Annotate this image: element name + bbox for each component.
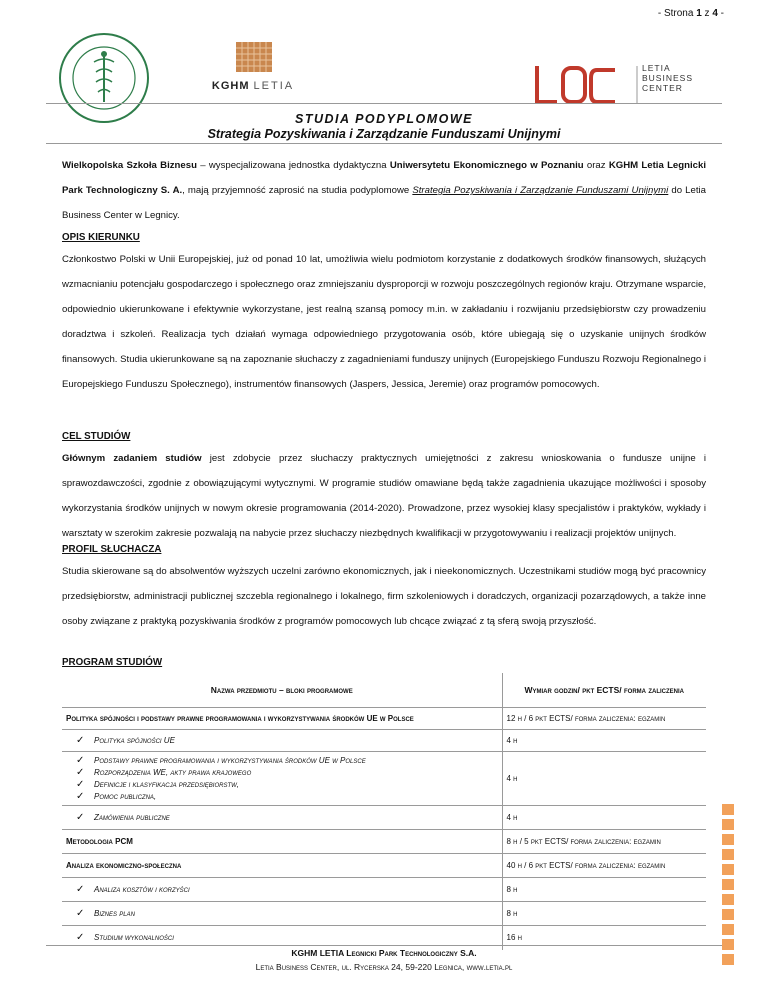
title-divider: [46, 143, 722, 144]
table-row: [62, 878, 706, 902]
row-subject: Zamówienia publiczne: [94, 813, 170, 822]
table-row: [62, 830, 706, 854]
row-subject: Biznes plan: [94, 909, 135, 918]
row-subject: Definicje i klasyfikacja przedsiębiorstw,: [94, 779, 240, 789]
column-header-subject: Nazwa przedmiotu – bloki programowe: [62, 673, 502, 708]
row-subject: Studium wykonalności: [94, 933, 174, 943]
checkmark-icon: ✓: [76, 908, 85, 919]
section-heading-cel: CEL STUDIÓW: [62, 431, 131, 442]
row-subject: Analiza ekonomiczno-społeczna: [62, 854, 502, 878]
checkmark-icon: ✓: [76, 766, 85, 778]
table-row: [62, 708, 706, 730]
row-hours: 8 h / 5 pkt ECTS/ forma zaliczenia: egzamin: [502, 830, 706, 854]
cel-paragraph: Głównym zadaniem studiów jest zdobycie przez słuchaczy praktycznych umiejętności z zakresu wnioskowania o fundusze unijne i sprawozdawczości, zgodnie z obowiązującymi wytycznymi. W programie studiów omawiane będą także zagadnienia ukazujące możliwości i sposoby wykorzystania środków unijnych w nowym okresie programowania (2014-2020). Prowadzone, przez wysokiej klasy specjalistów i praktyków, wykłady i warsztaty w szerokim zakresie pozwalają na nabycie przez słuchaczy niezbędnych kwalifikacji w przygotowywaniu i realizacji projektów unijnych.: [62, 453, 706, 539]
row-subject: Pomoc publiczna,: [94, 791, 157, 801]
university-seal-logo: [58, 32, 150, 124]
footer-divider: [46, 945, 722, 946]
row-hours: 12 h / 6 pkt ECTS/ forma zaliczenia: egzamin: [502, 708, 706, 730]
document-title: STUDIA PODYPLOMOWE: [295, 112, 473, 126]
row-hours: 16 h: [502, 926, 706, 950]
checkmark-icon: ✓: [76, 884, 85, 895]
row-hours: 4 h: [502, 752, 706, 806]
row-hours: 40 h / 6 pkt ECTS/ forma zaliczenia: egzamin: [502, 854, 706, 878]
table-row: [62, 752, 706, 806]
program-name-link: Strategia Pozyskiwania i Zarządzanie Funduszami Unijnymi: [412, 185, 669, 196]
checkmark-icon: ✓: [76, 778, 85, 790]
header-divider: [46, 103, 722, 104]
table-header-row: [62, 673, 706, 708]
table-row: [62, 902, 706, 926]
intro-paragraph: Wielkopolska Szkoła Biznesu – wyspecjalizowana jednostka dydaktyczna Uniwersytetu Ekonomicznego w Poznaniu oraz KGHM Letia Legnicki Park Technologiczny S. A., mają przyjemność zaprosić na studia podyplomowe Strategia Pozyskiwania i Zarządzanie Funduszami Unijnymi do Letia Business Center w Legnicy.: [62, 160, 706, 221]
decorative-orange-squares: [722, 804, 734, 969]
section-heading-profil: PROFIL SŁUCHACZA: [62, 544, 162, 555]
column-header-hours: Wymiar godzin/ pkt ECTS/ forma zaliczenia: [502, 673, 706, 708]
table-row: [62, 730, 706, 752]
row-hours: 8 h: [502, 878, 706, 902]
row-subject: Metodologia PCM: [62, 830, 502, 854]
checkmark-icon: ✓: [76, 754, 85, 766]
section-heading-program: PROGRAM STUDIÓW: [62, 657, 163, 668]
profil-paragraph: Studia skierowane są do absolwentów wyższych uczelni zarówno ekonomicznych, jak i nieekonomicznych. Uczestnikami studiów mogą być pracownicy przedsiębiorstw, administracji publicznej szczebla regionalnego i lokalnego, firm szkoleniowych i doradczych, organizacji pozarządowych, a także inne osoby związane z praktyką pozyskiwania środków z programów pomocowych lub chcące związać z tą sferą swoją przyszłość.: [62, 566, 706, 627]
opis-paragraph: Członkostwo Polski w Unii Europejskiej, już od ponad 10 lat, umożliwia wielu podmiotom korzystanie z dodatkowych środków finansowych, służących wzmacnianiu potencjału gospodarczego i społecznego oraz zmniejszaniu dysproporcji w rozwoju poszczególnych regionów kraju. Otrzymane wsparcie, odpowiednio ukierunkowane i efektywnie wykorzystane, jest realną szansą pomocy m.in. w zakładaniu i rozwijaniu przedsiębiorstw czy prowadzeniu doradztwa i szkoleń. Realizacja tych działań wymaga odpowiedniego przygotowania osób, które ubiegają się o uzyskanie unijnych środków finansowych. Studia ukierunkowane są na zapoznanie słuchaczy z zagadnieniami funduszy unijnych (Europejskiego Funduszu Rozwoju Regionalnego i Europejskiego Funduszu Społecznego), instrumentów finansowych (Jaspers, Jessica, Jeremie) oraz programów pomocowych.: [62, 254, 706, 390]
row-subject: Polityka spójności UE: [94, 736, 175, 745]
row-hours: 4 h: [502, 806, 706, 830]
page-number: - Strona 1 z 4 -: [657, 8, 724, 19]
row-hours: 8 h: [502, 902, 706, 926]
checkmark-icon: ✓: [76, 932, 85, 944]
checkmark-icon: ✓: [76, 790, 85, 802]
section-heading-opis: OPIS KIERUNKU: [62, 232, 140, 243]
lbc-logo-text: LETIA BUSINESS CENTER: [642, 63, 693, 93]
kghm-letia-logo: [198, 40, 308, 106]
footer-address: Letia Business Center, ul. Rycerska 24, 59-220 Legnica, www.letia.pl: [255, 962, 513, 972]
table-row: [62, 806, 706, 830]
document-subtitle: Strategia Pozyskiwania i Zarządzanie Funduszami Unijnymi: [207, 127, 561, 141]
row-hours: 4 h: [502, 730, 706, 752]
program-table: [62, 673, 706, 950]
checkmark-icon: ✓: [76, 812, 85, 823]
kghm-logo-text: KGHM LETIA: [211, 80, 295, 92]
row-subject: Polityka spójności i podstawy prawne programowania i wykorzystywania środków UE w Polsce: [62, 708, 502, 730]
row-subject: Rozporządzenia WE, akty prawa krajowego: [94, 767, 252, 777]
table-row: [62, 854, 706, 878]
row-subject: Podstawy prawne programowania i wykorzystywania środków UE w Polsce: [94, 755, 366, 765]
row-subject: Analiza kosztów i korzyści: [94, 885, 190, 894]
checkmark-icon: ✓: [76, 735, 85, 746]
footer-company: KGHM LETIA Legnicki Park Technologiczny S.A.: [291, 948, 477, 958]
